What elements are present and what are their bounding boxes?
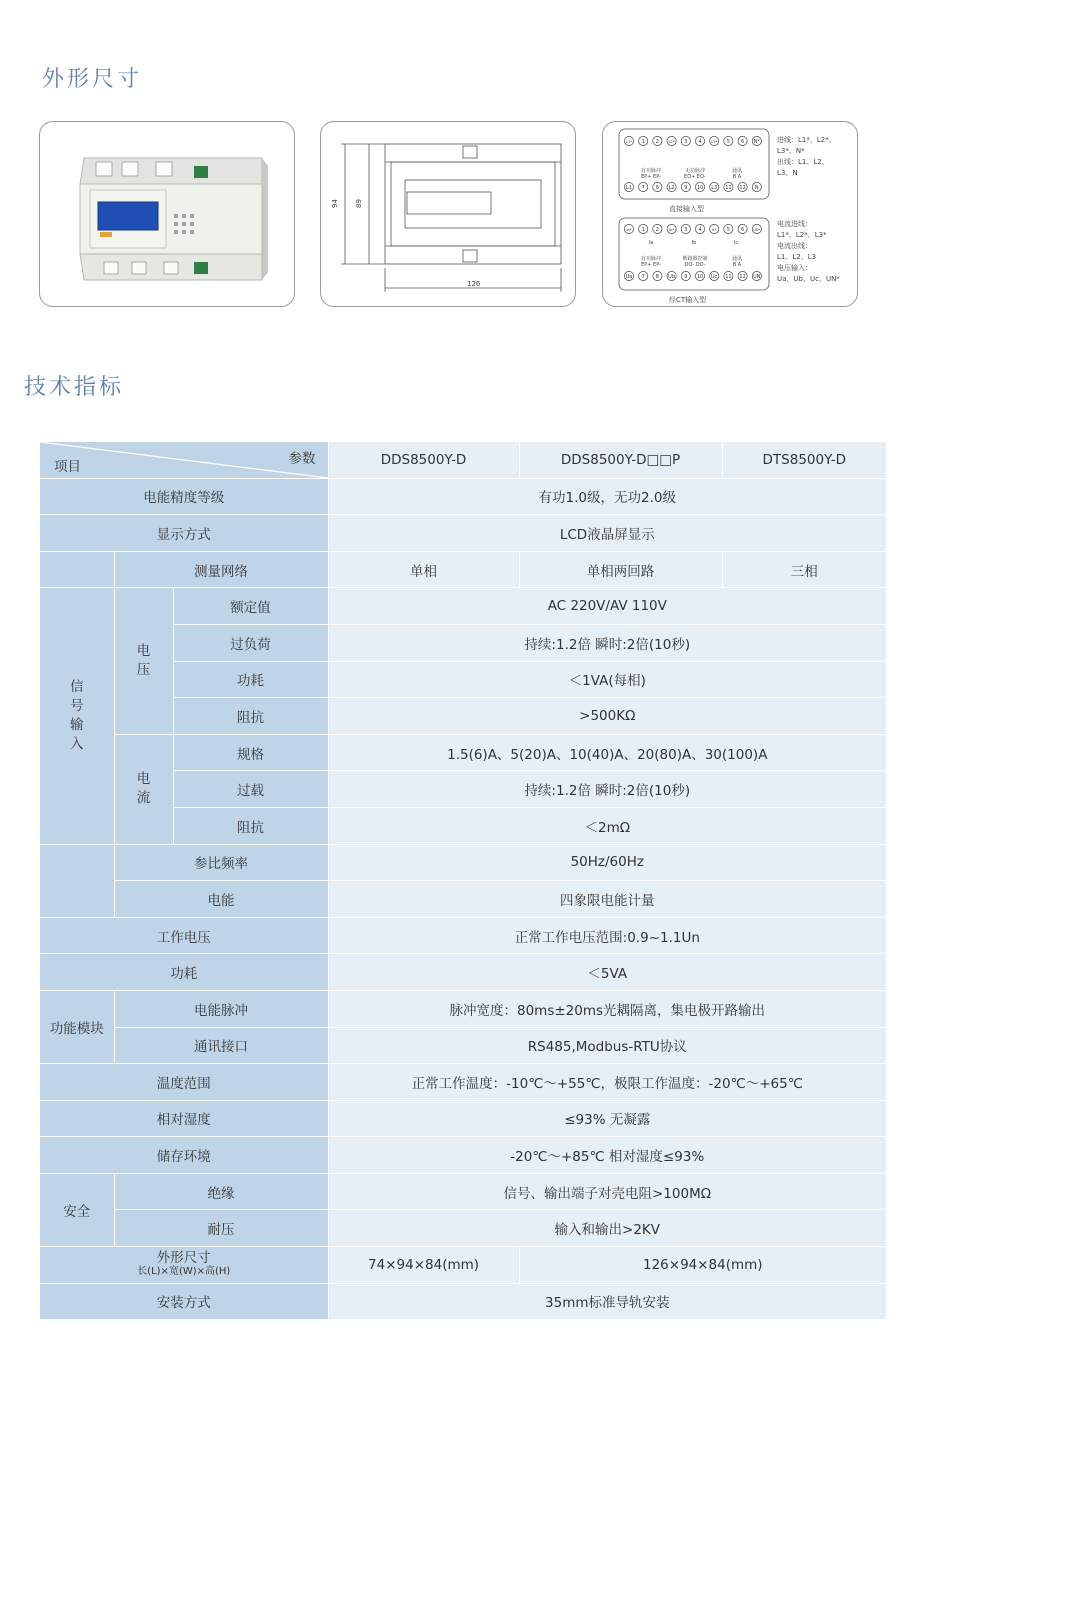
table-row	[40, 1283, 886, 1320]
row-label-size	[40, 1247, 328, 1284]
dimension-drawing	[321, 122, 576, 307]
table-row	[40, 551, 886, 588]
wiring-diagram	[603, 122, 858, 307]
row-label: 参比频率	[114, 844, 328, 881]
dimension-drawing-panel	[320, 121, 576, 307]
row-value: 信号、输出端子对壳电阻>100MΩ	[328, 1173, 886, 1210]
row-value: 正常工作电压范围:0.9~1.1Un	[328, 917, 886, 954]
row-value: 74×94×84(mm)	[328, 1247, 519, 1284]
row-label: 过载	[173, 771, 328, 808]
direct-terminal-label: 8	[655, 185, 659, 191]
ct-note: Ua、Ub、Uc、UN*	[777, 275, 840, 283]
direct-terminal-label: N*	[753, 139, 760, 145]
dim-height-outer: 94	[331, 199, 339, 208]
row-value: 单相两回路	[519, 551, 722, 588]
dim-width: 126	[467, 280, 481, 288]
table-row	[40, 515, 886, 552]
dim-height-inner: 89	[355, 199, 363, 208]
ct-terminal-label: 6	[741, 227, 745, 233]
table-row	[40, 990, 886, 1027]
row-value: 输入和输出>2KV	[328, 1210, 886, 1247]
row-label: 规格	[173, 734, 328, 771]
empty-label-cell	[40, 844, 114, 917]
direct-terminal-label: L2	[668, 185, 675, 191]
ct-terminal-label: UN	[753, 274, 761, 280]
table-row	[40, 1100, 886, 1137]
row-value: ＜5VA	[328, 954, 886, 991]
row-label: 电能	[114, 881, 328, 918]
ct-terminal-label: 1	[641, 227, 645, 233]
row-label: 相对湿度	[40, 1100, 328, 1137]
group-label-voltage: 电压	[114, 588, 173, 734]
section-title-specs: 技术指标	[24, 375, 125, 400]
row-label: 安装方式	[40, 1283, 328, 1320]
section-title-dimensions: 外形尺寸	[42, 67, 143, 92]
table-row	[40, 954, 886, 991]
ct-group-signal: EP+ EP-	[641, 262, 661, 268]
row-value: 持续:1.2倍 瞬时:2倍(10秒)	[328, 624, 886, 661]
ct-terminal-label: 12	[739, 274, 746, 280]
size-label: 外形尺寸	[156, 1250, 211, 1267]
ct-terminal-label: 5	[726, 227, 730, 233]
empty-label-cell	[40, 551, 114, 588]
row-value: 35mm标准导轨安装	[328, 1283, 886, 1320]
group-label-current: 电流	[114, 734, 173, 844]
ct-terminal-label: 9	[684, 274, 688, 280]
direct-terminal-label: N	[754, 185, 759, 191]
row-value: 脉冲宽度：80ms±20ms光耦隔离，集电极开路输出	[328, 990, 886, 1027]
model-header: DDS8500Y-D	[328, 442, 519, 478]
corner-item-label: 项目	[54, 458, 81, 475]
row-label: 电能精度等级	[40, 478, 328, 515]
row-value: ≤93% 无凝露	[328, 1100, 886, 1137]
direct-terminal-label: L3	[711, 185, 718, 191]
row-label: 通讯接口	[114, 1027, 328, 1064]
ct-terminal-label: UN*	[753, 228, 761, 232]
direct-terminal-label: 2	[655, 139, 659, 145]
table-row	[40, 1247, 886, 1284]
ct-current-label: Ia	[648, 240, 654, 246]
ct-group-label: 有功脉冲	[640, 256, 662, 262]
ct-terminal-label: Uc	[710, 274, 718, 280]
row-value: AC 220V/AV 110V	[328, 588, 886, 625]
corner-cell	[40, 442, 328, 478]
row-value: >500KΩ	[328, 698, 886, 735]
table-row	[40, 1027, 886, 1064]
row-value: 50Hz/60Hz	[328, 844, 886, 881]
direct-terminal-label: 4	[698, 139, 702, 145]
table-header-row	[40, 442, 886, 478]
ct-terminal-label: 8	[655, 274, 659, 280]
direct-terminal-label: L1*	[625, 140, 633, 144]
row-value: 正常工作温度：-10℃～+55℃，极限工作温度：-20℃～+65℃	[328, 1064, 886, 1101]
row-value: 126×94×84(mm)	[519, 1247, 886, 1284]
row-value: 有功1.0级，无功2.0级	[328, 478, 886, 515]
direct-group-signal: EQ+ EQ-	[684, 174, 706, 180]
table-row	[40, 917, 886, 954]
row-label: 绝缘	[114, 1173, 328, 1210]
row-value: LCD液晶屏显示	[328, 515, 886, 552]
direct-note: 出线：L1、L2、	[777, 158, 829, 166]
ct-group-label: 通讯	[731, 256, 743, 262]
direct-terminal-label: 6	[741, 139, 745, 145]
group-label-signal-input: 信号输入	[40, 588, 114, 844]
model-header: DTS8500Y-D	[722, 442, 886, 478]
ct-terminal-label: Ib*	[669, 228, 675, 232]
ct-note: L1、L2、L3	[777, 253, 817, 261]
row-value: -20℃～+85℃ 相对湿度≤93%	[328, 1137, 886, 1174]
ct-terminal-label: 4	[698, 227, 702, 233]
direct-group-label: 通讯	[731, 168, 743, 174]
row-value: 四象限电能计量	[328, 881, 886, 918]
table-row	[40, 1137, 886, 1174]
row-value: 三相	[722, 551, 886, 588]
table-row	[40, 1173, 886, 1210]
ct-group-signal: B A	[732, 262, 742, 268]
ct-group-label: 断路器控制	[682, 256, 708, 262]
ct-note: 电压输入：	[777, 264, 812, 272]
direct-terminal-label: L2*	[668, 140, 675, 144]
ct-terminal-label: 3	[684, 227, 688, 233]
table-row	[40, 588, 886, 625]
energy-meter-illustration	[40, 122, 295, 307]
ct-note: 电流出线：	[777, 242, 812, 250]
table-row	[40, 1064, 886, 1101]
direct-note: L3、N	[777, 169, 798, 177]
ct-current-label: Ib	[691, 240, 697, 246]
group-label-function-module: 功能模块	[40, 990, 114, 1063]
ct-current-label: Ic	[733, 240, 739, 246]
ct-note: 电流进线：	[777, 220, 812, 228]
direct-terminal-label: 7	[641, 185, 645, 191]
direct-group-signal: EP+ EP-	[641, 174, 661, 180]
direct-note: 进线：L1*、L2*、	[777, 136, 836, 144]
ct-terminal-label: Ua	[625, 274, 633, 280]
group-label-safety: 安全	[40, 1173, 114, 1246]
row-label: 阻抗	[173, 698, 328, 735]
ct-terminal-label: Ic*	[711, 228, 717, 232]
direct-terminal-label: L1	[626, 185, 632, 191]
row-label: 储存环境	[40, 1137, 328, 1174]
table-row	[40, 881, 886, 918]
table-row	[40, 1210, 886, 1247]
row-label: 测量网络	[114, 551, 328, 588]
row-value: 1.5(6)A、5(20)A、10(40)A、20(80)A、30(100)A	[328, 734, 886, 771]
direct-group-label: 无功脉冲	[684, 168, 706, 174]
wiring-diagram-panel	[602, 121, 858, 307]
row-label: 功耗	[173, 661, 328, 698]
ct-terminal-label: 2	[655, 227, 659, 233]
row-label: 工作电压	[40, 917, 328, 954]
direct-terminal-label: 9	[684, 185, 688, 191]
direct-terminal-label: 11	[725, 185, 732, 191]
row-label: 温度范围	[40, 1064, 328, 1101]
spec-table	[40, 442, 886, 1320]
wiring-ct-caption: 经CT输入型	[669, 296, 707, 304]
direct-group-signal: B A	[732, 174, 742, 180]
row-value: RS485,Modbus-RTU协议	[328, 1027, 886, 1064]
direct-terminal-label: 1	[641, 139, 645, 145]
direct-note: L3*、N*	[777, 147, 805, 155]
row-value: ＜2mΩ	[328, 807, 886, 844]
row-label: 耐压	[114, 1210, 328, 1247]
size-sublabel: 长(L)×宽(W)×高(H)	[137, 1266, 231, 1278]
ct-terminal-label: Ia*	[626, 228, 632, 232]
direct-terminal-label: 5	[726, 139, 730, 145]
ct-note: L1*、L2*、L3*	[777, 231, 827, 239]
corner-diagonal	[40, 442, 328, 478]
row-value: ＜1VA(每相)	[328, 661, 886, 698]
direct-terminal-label: 12	[739, 185, 746, 191]
ct-group-signal: DO- DO-	[684, 262, 706, 268]
row-label: 电能脉冲	[114, 990, 328, 1027]
ct-terminal-label: Ub	[668, 274, 676, 280]
row-value: 持续:1.2倍 瞬时:2倍(10秒)	[328, 771, 886, 808]
ct-terminal-label: 11	[725, 274, 732, 280]
model-header: DDS8500Y-D□□P	[519, 442, 722, 478]
direct-group-label: 有功脉冲	[640, 168, 662, 174]
product-photo-panel	[39, 121, 295, 307]
row-label: 功耗	[40, 954, 328, 991]
direct-terminal-label: 10	[696, 185, 704, 191]
row-label: 额定值	[173, 588, 328, 625]
wiring-direct-caption: 直接输入型	[669, 205, 704, 213]
direct-terminal-label: 3	[684, 139, 688, 145]
corner-param-label: 参数	[288, 451, 316, 467]
table-row	[40, 478, 886, 515]
ct-terminal-label: 7	[641, 274, 645, 280]
row-label: 过负荷	[173, 624, 328, 661]
row-label: 阻抗	[173, 807, 328, 844]
ct-terminal-label: 10	[696, 274, 704, 280]
row-value: 单相	[328, 551, 519, 588]
row-label: 显示方式	[40, 515, 328, 552]
direct-terminal-label: L3*	[711, 140, 718, 144]
table-row	[40, 844, 886, 881]
table-row	[40, 734, 886, 771]
